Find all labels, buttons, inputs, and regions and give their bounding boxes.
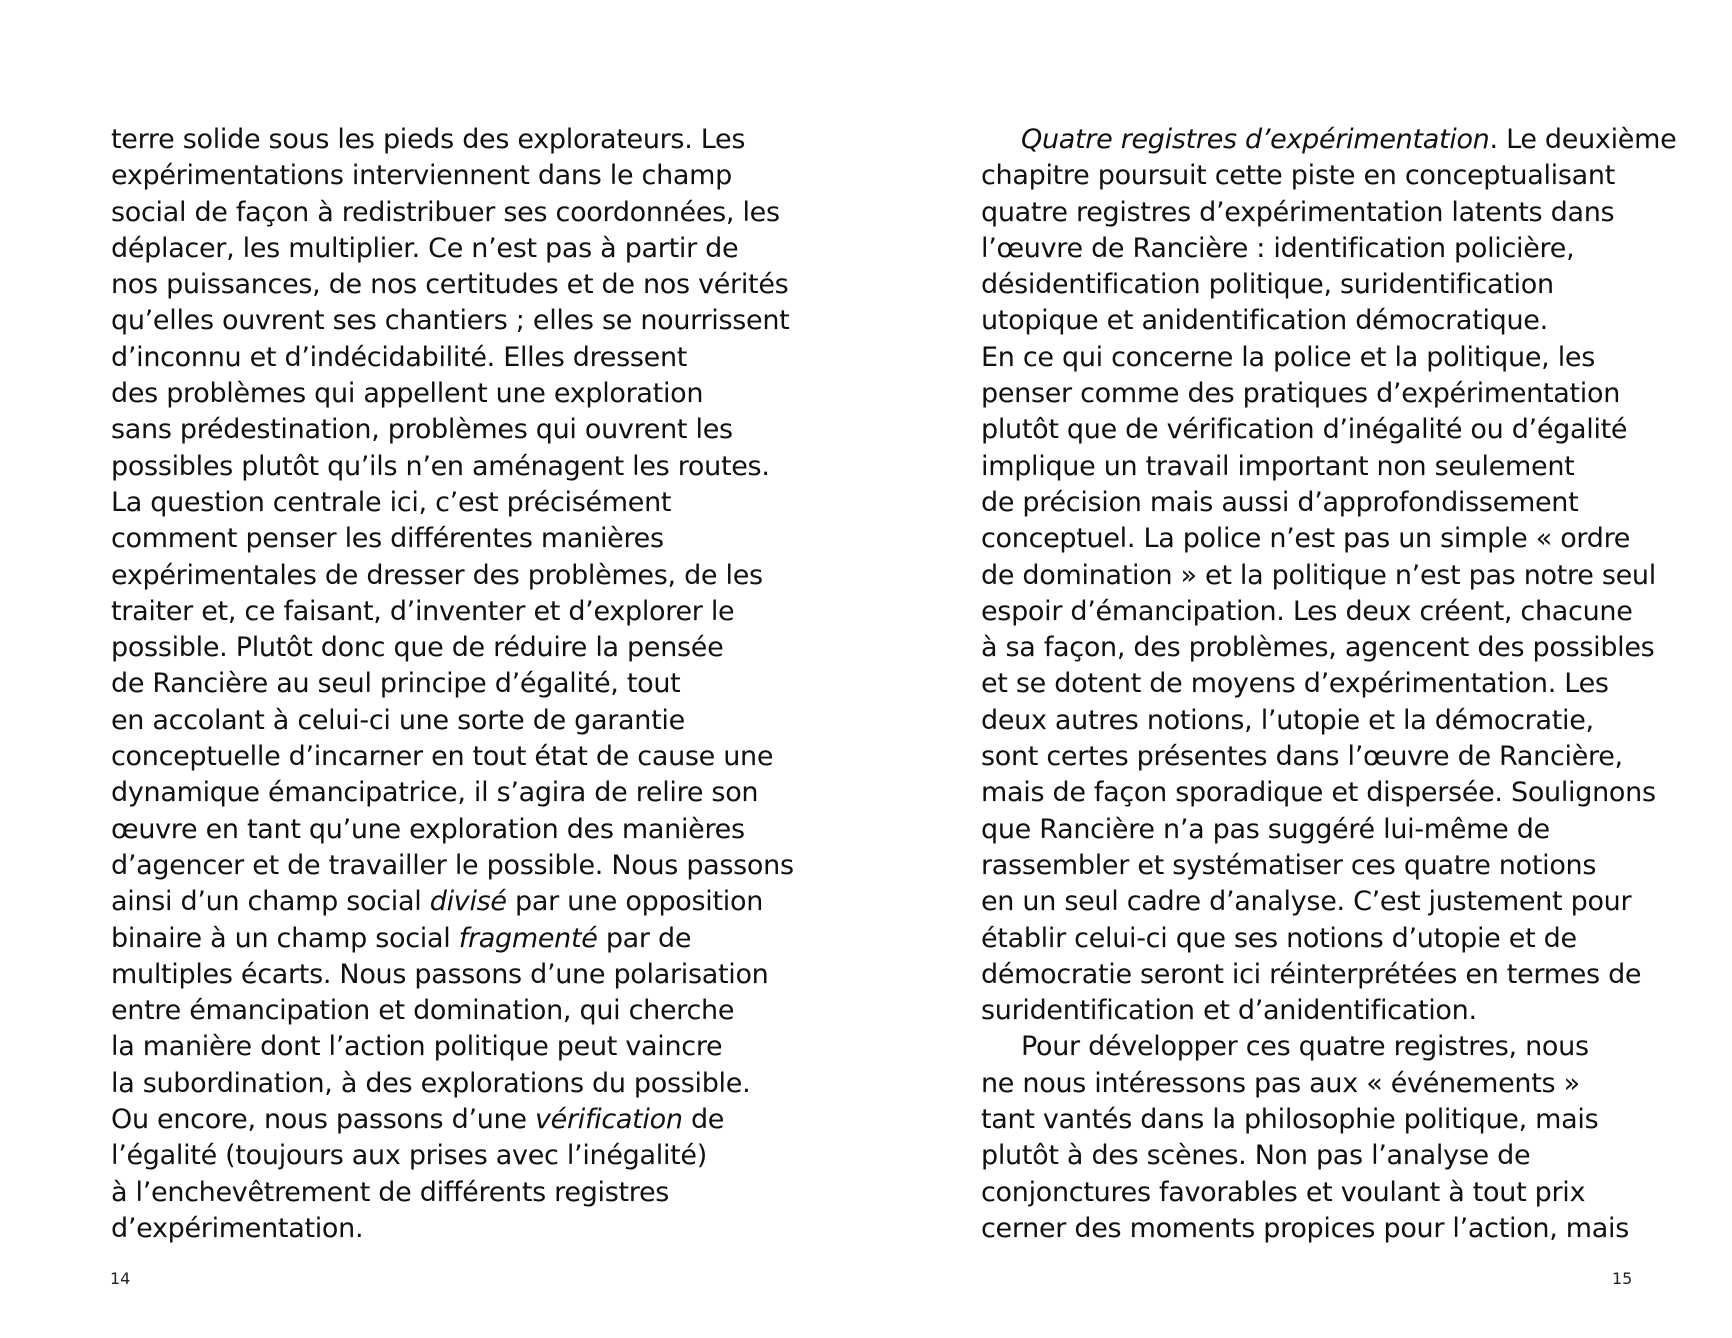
text-segment: ainsi d’un champ social (111, 886, 430, 918)
text-line (111, 412, 794, 448)
text-segment: comment penser les différentes manières (111, 523, 664, 555)
text-segment: par de (597, 922, 692, 954)
text-line (981, 739, 1676, 775)
text-line (111, 848, 794, 884)
text-segment: la manière dont l’action politique peut vaincre (111, 1031, 723, 1063)
text-line (981, 921, 1676, 957)
text-line (111, 267, 794, 303)
text-line (111, 558, 794, 594)
text-line (111, 122, 794, 158)
text-line (981, 594, 1676, 630)
text-segment: déplacer, les multiplier. Ce n’est pas à partir de (111, 232, 739, 264)
text-segment: conceptuelle d’incarner en tout état de cause une (111, 741, 774, 773)
text-segment: conceptuel. La police n’est pas un simple « ordre (981, 523, 1631, 555)
text-line (111, 594, 794, 630)
right-page (866, 0, 1732, 1338)
italic-text: fragmenté (458, 922, 598, 954)
text-segment: l’œuvre de Rancière : identification policière, (981, 232, 1575, 264)
text-segment: d’agencer et de travailler le possible. Nous passons (111, 849, 794, 881)
text-line (981, 666, 1676, 702)
text-segment: la subordination, à des explorations du possible. (111, 1067, 751, 1099)
text-segment: dynamique émancipatrice, il s’agira de relire son (111, 777, 759, 809)
text-line (111, 957, 794, 993)
text-segment: tant vantés dans la philosophie politique, mais (981, 1104, 1599, 1136)
italic-text: vérification (534, 1104, 683, 1136)
text-segment: que Rancière n’a pas suggéré lui-même de (981, 813, 1550, 845)
text-segment: cerner des moments propices pour l’action, mais (981, 1212, 1630, 1244)
text-segment: traiter et, ce faisant, d’inventer et d’explorer le (111, 595, 735, 627)
text-segment: ne nous intéressons pas aux « événements » (981, 1067, 1580, 1099)
text-segment: d’inconnu et d’indécidabilité. Elles dressent (111, 341, 688, 373)
text-segment: l’égalité (toujours aux prises avec l’inégalité) (111, 1140, 707, 1172)
italic-text: divisé (429, 886, 507, 918)
text-line (111, 449, 794, 485)
text-segment: chapitre poursuit cette piste en conceptualisant (981, 160, 1615, 192)
text-segment: entre émancipation et domination, qui cherche (111, 995, 735, 1027)
text-segment: multiples écarts. Nous passons d’une polarisation (111, 958, 769, 990)
text-segment: œuvre en tant qu’une exploration des manières (111, 813, 745, 845)
text-line (111, 231, 794, 267)
text-line (111, 1102, 794, 1138)
text-segment: plutôt que de vérification d’inégalité ou d’égalité (981, 414, 1628, 446)
text-line (981, 1211, 1676, 1247)
text-segment: rassembler et systématiser ces quatre notions (981, 849, 1597, 881)
text-line (981, 630, 1676, 666)
text-line (981, 957, 1676, 993)
text-line (111, 703, 794, 739)
text-line (981, 195, 1676, 231)
text-line (981, 1175, 1676, 1211)
text-line (111, 884, 794, 920)
text-segment: mais de façon sporadique et dispersée. Soulignons (981, 777, 1656, 809)
text-line (981, 521, 1676, 557)
text-segment: implique un travail important non seulement (981, 450, 1575, 482)
text-line (981, 848, 1676, 884)
text-segment: de Rancière au seul principe d’égalité, tout (111, 668, 681, 700)
text-segment: deux autres notions, l’utopie et la démocratie, (981, 704, 1594, 736)
text-line (111, 775, 794, 811)
text-line (981, 1102, 1676, 1138)
text-line (111, 1138, 794, 1174)
text-segment: binaire à un champ social (111, 922, 459, 954)
text-line (111, 1175, 794, 1211)
text-line (111, 303, 794, 339)
page-number-left: 14 (110, 1269, 131, 1288)
text-segment: d’expérimentation. (111, 1212, 364, 1244)
text-line (981, 231, 1676, 267)
text-line (111, 921, 794, 957)
text-line (981, 1066, 1676, 1102)
text-segment: . Le deuxième (1489, 124, 1677, 155)
text-segment: sont certes présentes dans l’œuvre de Rancière, (981, 741, 1623, 773)
text-segment: par une opposition (506, 886, 764, 918)
text-segment: à sa façon, des problèmes, agencent des possibles (981, 632, 1655, 664)
text-line (111, 485, 794, 521)
text-line (981, 303, 1676, 339)
text-line (981, 376, 1676, 412)
text-line (981, 122, 1676, 158)
text-line (981, 267, 1676, 303)
text-segment: nos puissances, de nos certitudes et de nos vérités (111, 269, 789, 301)
text-segment: suridentification et d’anidentification. (981, 995, 1477, 1027)
text-line (111, 376, 794, 412)
italic-text: Quatre registres d’expérimentation (1021, 124, 1490, 155)
text-line (981, 1029, 1676, 1065)
page-number-right: 15 (1612, 1269, 1633, 1288)
text-line (111, 340, 794, 376)
text-line (111, 1029, 794, 1065)
text-segment: La question centrale ici, c’est précisément (111, 486, 672, 518)
text-segment: qu’elles ouvrent ses chantiers ; elles se nourrissent (111, 305, 790, 337)
text-segment: des problèmes qui appellent une exploration (111, 378, 704, 410)
text-segment: espoir d’émancipation. Les deux créent, chacune (981, 595, 1633, 627)
text-segment: et se dotent de moyens d’expérimentation. Les (981, 668, 1609, 700)
text-segment: à l’enchevêtrement de différents registres (111, 1176, 670, 1208)
text-line (981, 703, 1676, 739)
text-segment: en un seul cadre d’analyse. C’est justement pour (981, 886, 1632, 918)
left-page-text (111, 122, 794, 1247)
text-segment: En ce qui concerne la police et la politique, les (981, 341, 1595, 373)
text-segment: plutôt à des scènes. Non pas l’analyse de (981, 1140, 1531, 1172)
text-line (111, 158, 794, 194)
text-line (111, 739, 794, 775)
text-segment: de domination » et la politique n’est pas notre seul (981, 559, 1656, 591)
text-line (981, 1138, 1676, 1174)
text-segment: possibles plutôt qu’ils n’en aménagent les routes. (111, 450, 770, 482)
text-segment: terre solide sous les pieds des explorateurs. Les (111, 124, 746, 155)
text-segment: sans prédestination, problèmes qui ouvrent les (111, 414, 733, 446)
text-segment: possible. Plutôt donc que de réduire la pensée (111, 632, 724, 664)
text-segment: de (682, 1104, 725, 1136)
text-line (981, 485, 1676, 521)
text-line (981, 158, 1676, 194)
text-line (981, 812, 1676, 848)
text-segment: de précision mais aussi d’approfondissement (981, 486, 1579, 518)
text-segment: utopique et anidentification démocratique. (981, 305, 1548, 337)
text-line (981, 993, 1676, 1029)
text-segment: social de façon à redistribuer ses coordonnées, les (111, 196, 780, 228)
text-line (981, 558, 1676, 594)
text-line (981, 449, 1676, 485)
text-segment: démocratie seront ici réinterprétées en termes de (981, 958, 1642, 990)
text-segment: conjonctures favorables et voulant à tout prix (981, 1176, 1586, 1208)
text-line (111, 993, 794, 1029)
text-segment: établir celui-ci que ses notions d’utopie et de (981, 922, 1577, 954)
text-segment: expérimentations interviennent dans le champ (111, 160, 732, 192)
text-line (111, 195, 794, 231)
text-line (111, 1211, 794, 1247)
text-line (981, 775, 1676, 811)
text-line (111, 666, 794, 702)
text-segment: en accolant à celui-ci une sorte de garantie (111, 704, 685, 736)
text-segment: quatre registres d’expérimentation latents dans (981, 196, 1615, 228)
text-line (981, 412, 1676, 448)
text-line (981, 884, 1676, 920)
text-line (981, 340, 1676, 376)
right-page-text (981, 122, 1676, 1247)
text-line (111, 521, 794, 557)
text-segment: expérimentales de dresser des problèmes, de les (111, 559, 763, 591)
text-segment: Pour développer ces quatre registres, nous (1021, 1031, 1589, 1063)
text-line (111, 812, 794, 848)
text-segment: penser comme des pratiques d’expérimentation (981, 378, 1621, 410)
text-line (111, 630, 794, 666)
text-segment: désidentification politique, suridentification (981, 269, 1554, 301)
text-segment: Ou encore, nous passons d’une (111, 1104, 535, 1136)
text-line (111, 1066, 794, 1102)
